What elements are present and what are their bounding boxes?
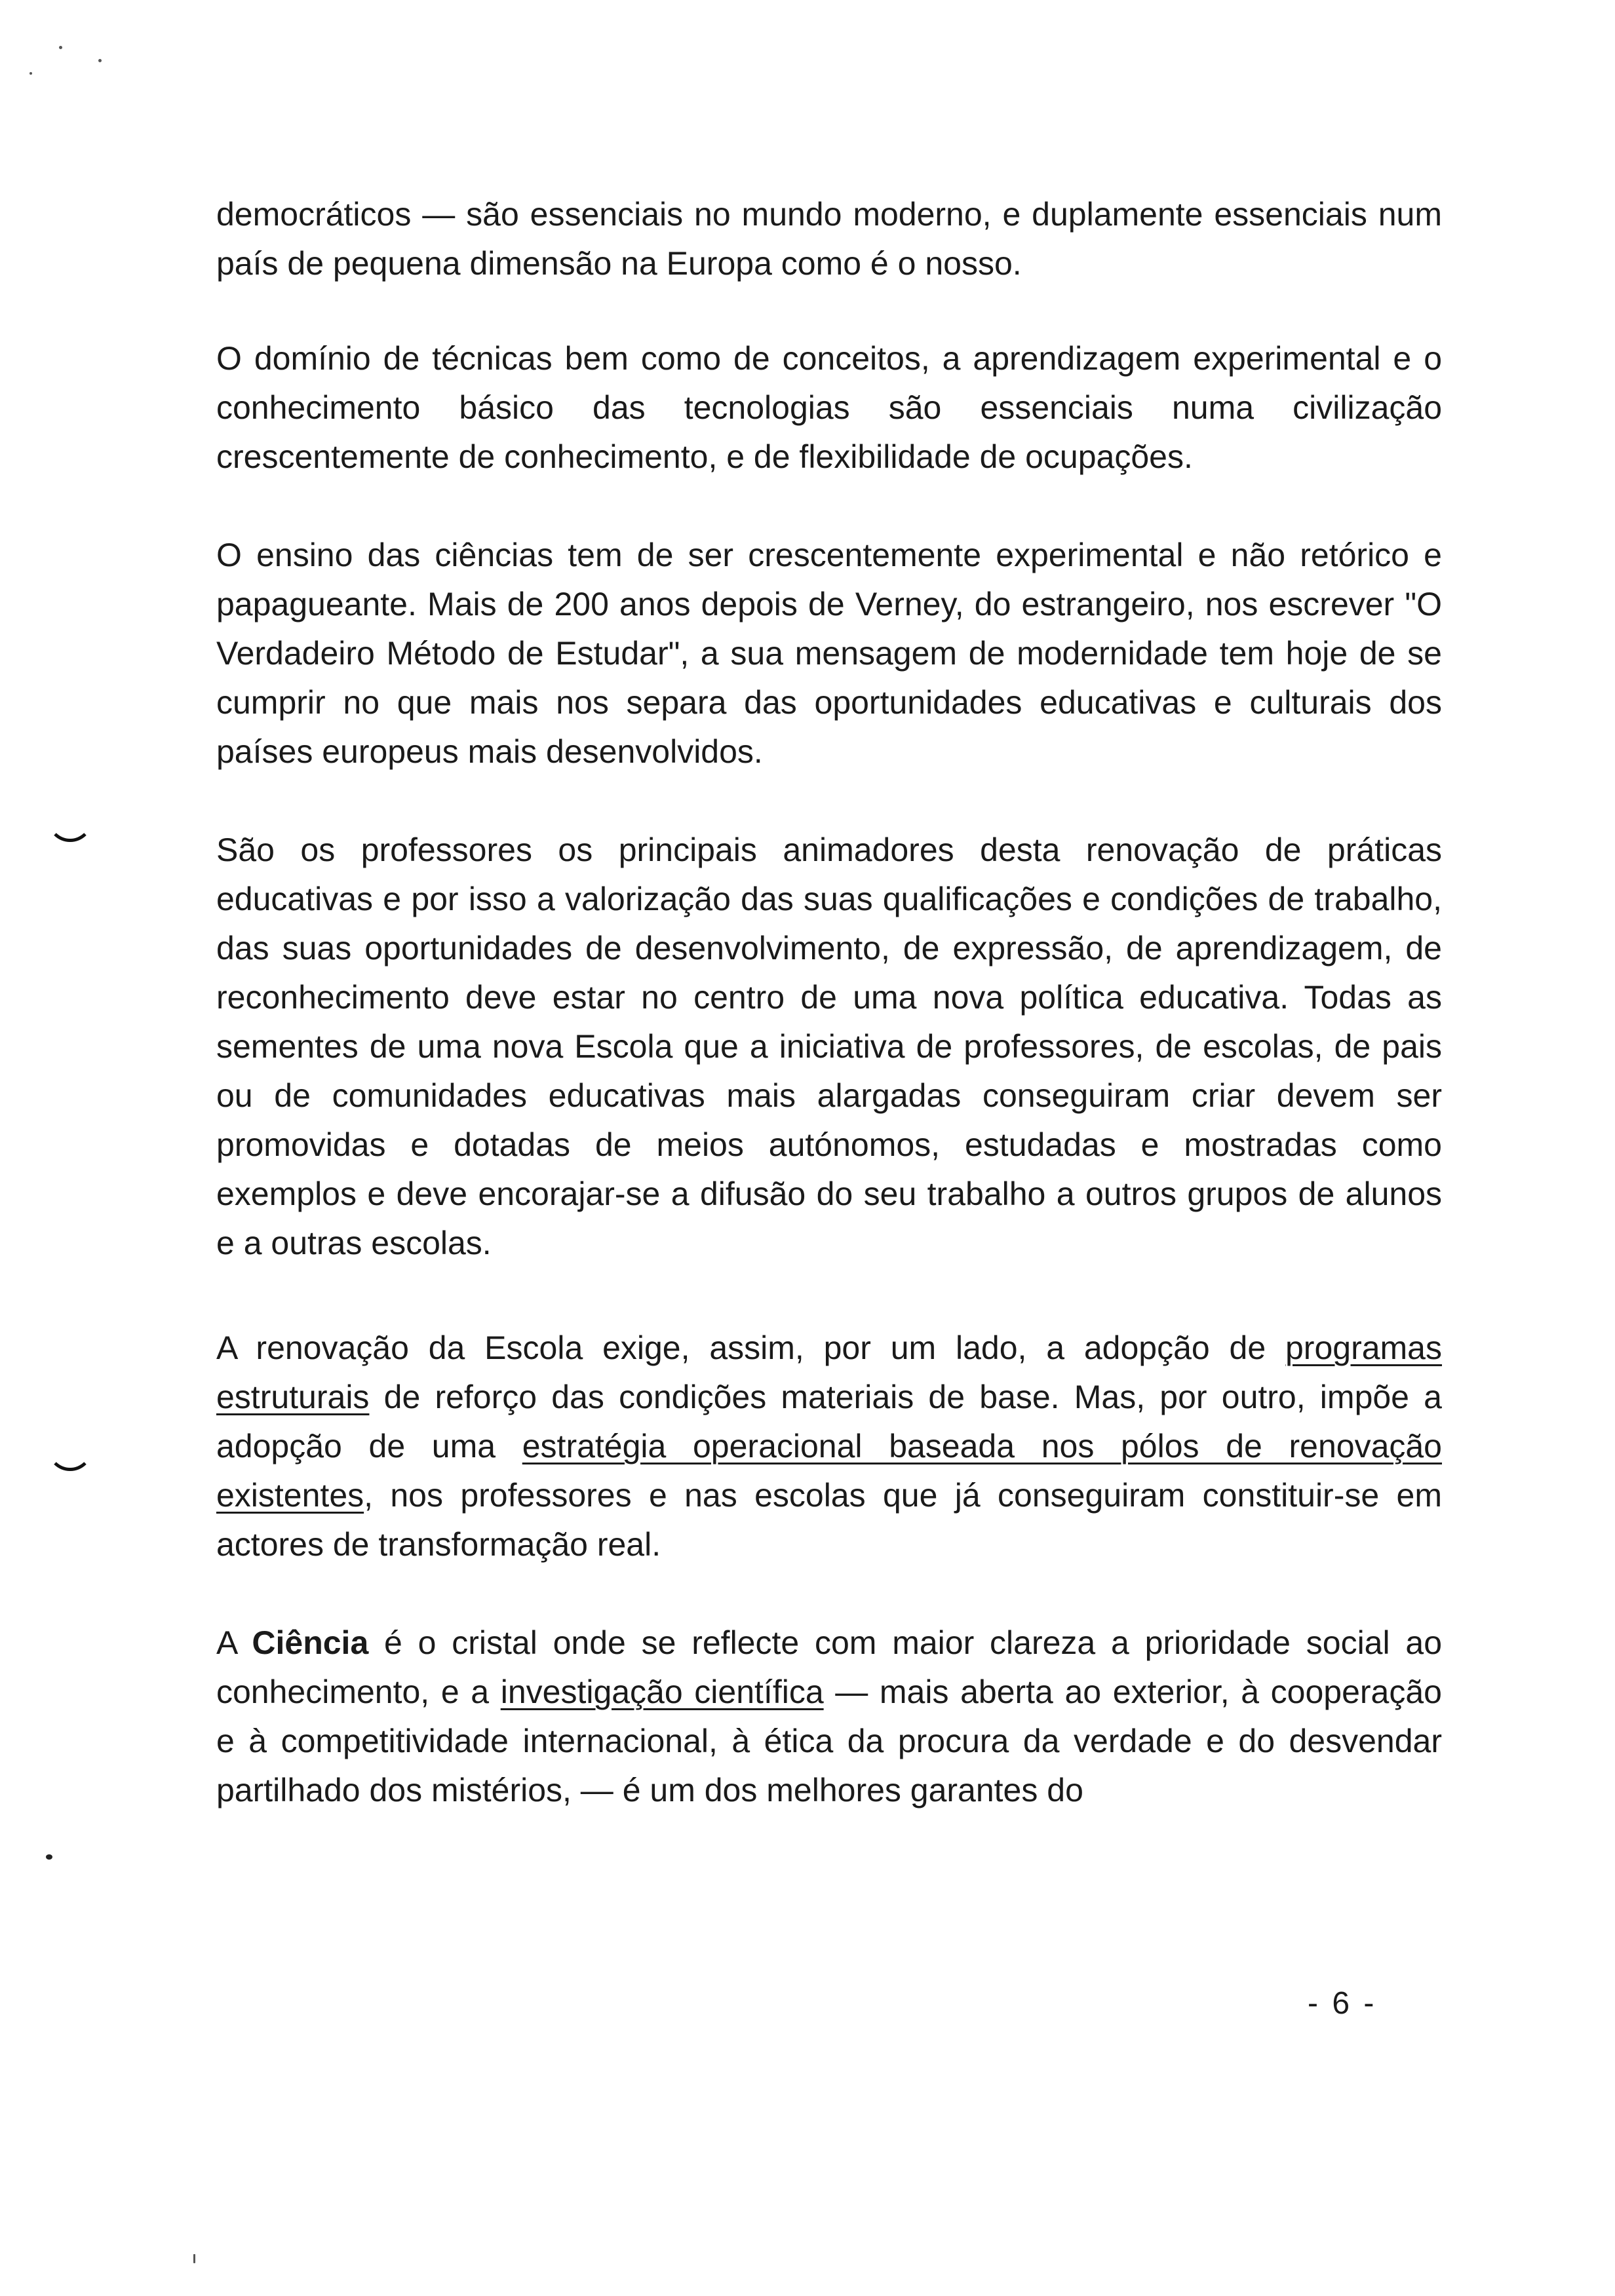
underlined-text: estratégia operacional baseada nos pólos de renovação existentes	[216, 1428, 1442, 1514]
bold-text: Ciência	[252, 1624, 369, 1661]
paragraph-text: de reforço das condições materiais de base. Mas, por outro, impõe a adopção de uma	[216, 1379, 1442, 1464]
paragraph-text: , nos professores e nas escolas que já conseguiram constituir-se em actores de transformação real.	[216, 1477, 1442, 1563]
scan-speck	[193, 2254, 195, 2263]
paragraph-4	[216, 826, 1442, 1268]
margin-mark	[47, 819, 93, 842]
underlined-text: programas estruturais	[216, 1330, 1442, 1415]
scan-speck	[98, 59, 102, 62]
paragraph-text: A renovação da Escola exige, assim, por um lado, a adopção de	[216, 1330, 1285, 1366]
paragraph-5	[216, 1324, 1442, 1569]
paragraph-text: democráticos — são essenciais no mundo moderno, e duplamente essenciais num país de pequena dimensão na Europa como é o nosso.	[216, 196, 1442, 282]
paragraph-text: A	[216, 1624, 252, 1661]
paragraph-6	[216, 1618, 1442, 1815]
paragraph-3	[216, 531, 1442, 776]
paragraph-text: O ensino das ciências tem de ser crescentemente experimental e não retórico e papagueante. Mais de 200 anos depois de Verney, do estrangeiro, nos escrever "O Verdadeiro Método de Estudar", a sua mensagem de modernidade tem hoje de se cumprir no que mais nos separa das oportunidades educativas e culturais dos países europeus mais desenvolvidos.	[216, 537, 1442, 770]
scan-speck	[29, 72, 32, 75]
scan-speck	[46, 1854, 52, 1860]
paragraph-text: O domínio de técnicas bem como de conceitos, a aprendizagem experimental e o conhecimento básico das tecnologias são essenciais numa civilização crescentemente de conhecimento, e de flexibilidade de ocupações.	[216, 340, 1442, 475]
underlined-text: investigação científica	[500, 1674, 824, 1710]
paragraph-1	[216, 190, 1442, 288]
paragraph-2	[216, 334, 1442, 482]
scan-speck	[59, 46, 62, 49]
margin-mark	[47, 1448, 93, 1471]
paragraph-text: — mais aberta ao exterior, à cooperação e à competitividade internacional, à ética da procura da verdade e do desvendar partilhado dos mistérios, — é um dos melhores garantes do	[216, 1674, 1442, 1808]
page-number: - 6 -	[1308, 1986, 1377, 2021]
paragraph-text: é o cristal onde se reflecte com maior clareza a prioridade social ao conhecimento, e a	[216, 1624, 1443, 1710]
paragraph-text: São os professores os principais animadores desta renovação de práticas educativas e por isso a valorização das suas qualificações e condições de trabalho, das suas oportunidades de desenvolvimento, de expressão, de aprendizagem, de reconhecimento deve estar no centro de uma nova política educativa. Todas as sementes de uma nova Escola que a iniciativa de professores, de escolas, de pais ou de comunidades educativas mais alargadas conseguiram criar devem ser promovidas e dotadas de meios autónomos, estudadas e mostradas como exemplos e deve encorajar-se a difusão do seu trabalho a outros grupos de alunos e a outras escolas.	[216, 832, 1442, 1261]
